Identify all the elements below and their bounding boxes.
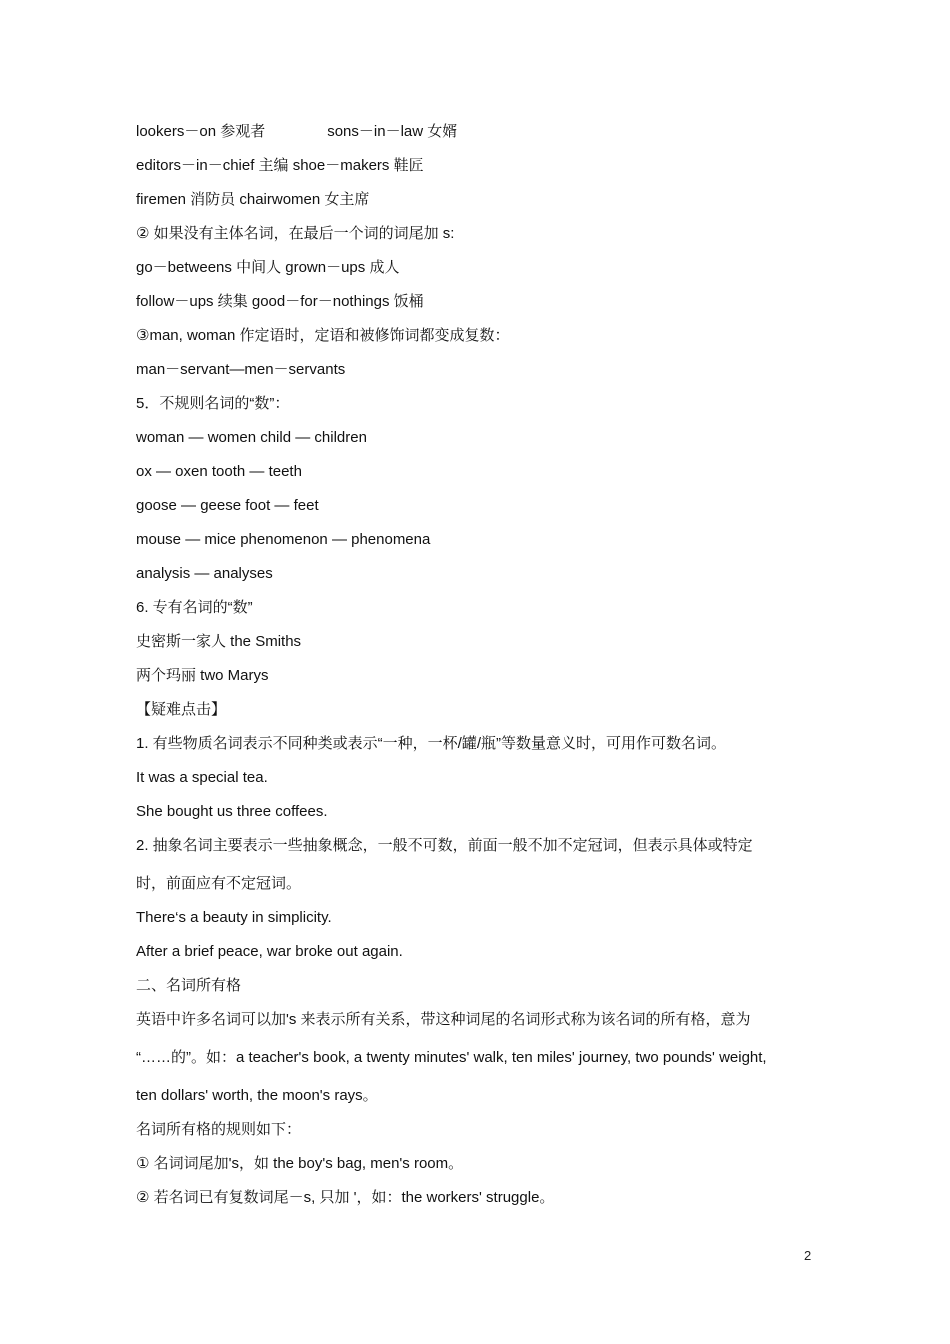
section-5-heading: 5．不规则名词的“数”：: [136, 395, 290, 412]
rule-3-heading: ③man, woman 作定语时，定语和被修饰词都变成复数：: [136, 327, 510, 344]
rule-2-heading: ② 如果没有主体名词，在最后一个词的词尾加 s:: [136, 225, 455, 242]
text-line-5: go－betweens 中间人 grown－ups 成人: [136, 259, 400, 276]
example-sentence: After a brief peace, war broke out again.: [136, 943, 403, 960]
text-line-17: 两个玛丽 two Marys: [136, 667, 269, 684]
possessive-intro: 英语中许多名词可以加's 来表示所有关系，带这种词尾的名词形式称为该名词的所有格，意为: [136, 1011, 751, 1028]
page-number: 2: [804, 1248, 812, 1263]
example-sentence: She bought us three coffees.: [136, 803, 328, 820]
text-line-16: 史密斯一家人 the Smiths: [136, 633, 302, 650]
point-1-text: 1. 有些物质名词表示不同种类或表示“一种，一杯/罐/瓶”等数量意义时，可用作可数名词。: [136, 735, 727, 752]
compound-plural-sons-in-law: sons－in－law 女婿: [327, 123, 458, 140]
point-2-text-continued: 时，前面应有不定冠词。: [136, 875, 302, 892]
text-line-8: man－servant—men－servants: [136, 361, 346, 378]
page-body: [136, 122, 826, 1222]
example-sentence: There‘s a beauty in simplicity.: [136, 909, 332, 926]
text-line-3: firemen 消防员 chairwomen 女主席: [136, 191, 370, 208]
text-line-2: editors－in－chief 主编 shoe－makers 鞋匠: [136, 157, 424, 174]
text-line-11: ox — oxen tooth — teeth: [136, 463, 302, 480]
text-line-12: goose — geese foot — feet: [136, 497, 319, 514]
example-sentence: It was a special tea.: [136, 769, 268, 786]
text-line-14: analysis — analyses: [136, 565, 273, 582]
possessive-examples: “……的”。如：a teacher's book, a twenty minutes' walk, ten miles' journey, two pounds' weight,: [136, 1049, 767, 1066]
possessive-rule-1: ① 名词词尾加's，如 the boy's bag, men's room。: [136, 1155, 464, 1172]
possessive-examples-continued: ten dollars' worth, the moon's rays。: [136, 1087, 378, 1104]
possessive-rule-2: ② 若名词已有复数词尾－s, 只加 '，如：the workers' struggle。: [136, 1189, 555, 1206]
section-6-heading: 6. 专有名词的“数”: [136, 599, 253, 616]
compound-plural-lookers-on: lookers－on 参观者: [136, 123, 266, 140]
section-possessive-heading: 二、名词所有格: [136, 977, 242, 994]
point-2-text: 2. 抽象名词主要表示一些抽象概念，一般不可数，前面一般不加不定冠词，但表示具体或特定: [136, 837, 753, 854]
text-line-1: [136, 122, 826, 142]
text-line-6: follow－ups 续集 good－for－nothings 饭桶: [136, 293, 424, 310]
text-line-10: woman — women child — children: [136, 429, 367, 446]
difficult-points-heading: 【疑难点击】: [136, 701, 227, 718]
possessive-rules-heading: 名词所有格的规则如下：: [136, 1121, 302, 1138]
text-line-13: mouse — mice phenomenon — phenomena: [136, 531, 431, 548]
